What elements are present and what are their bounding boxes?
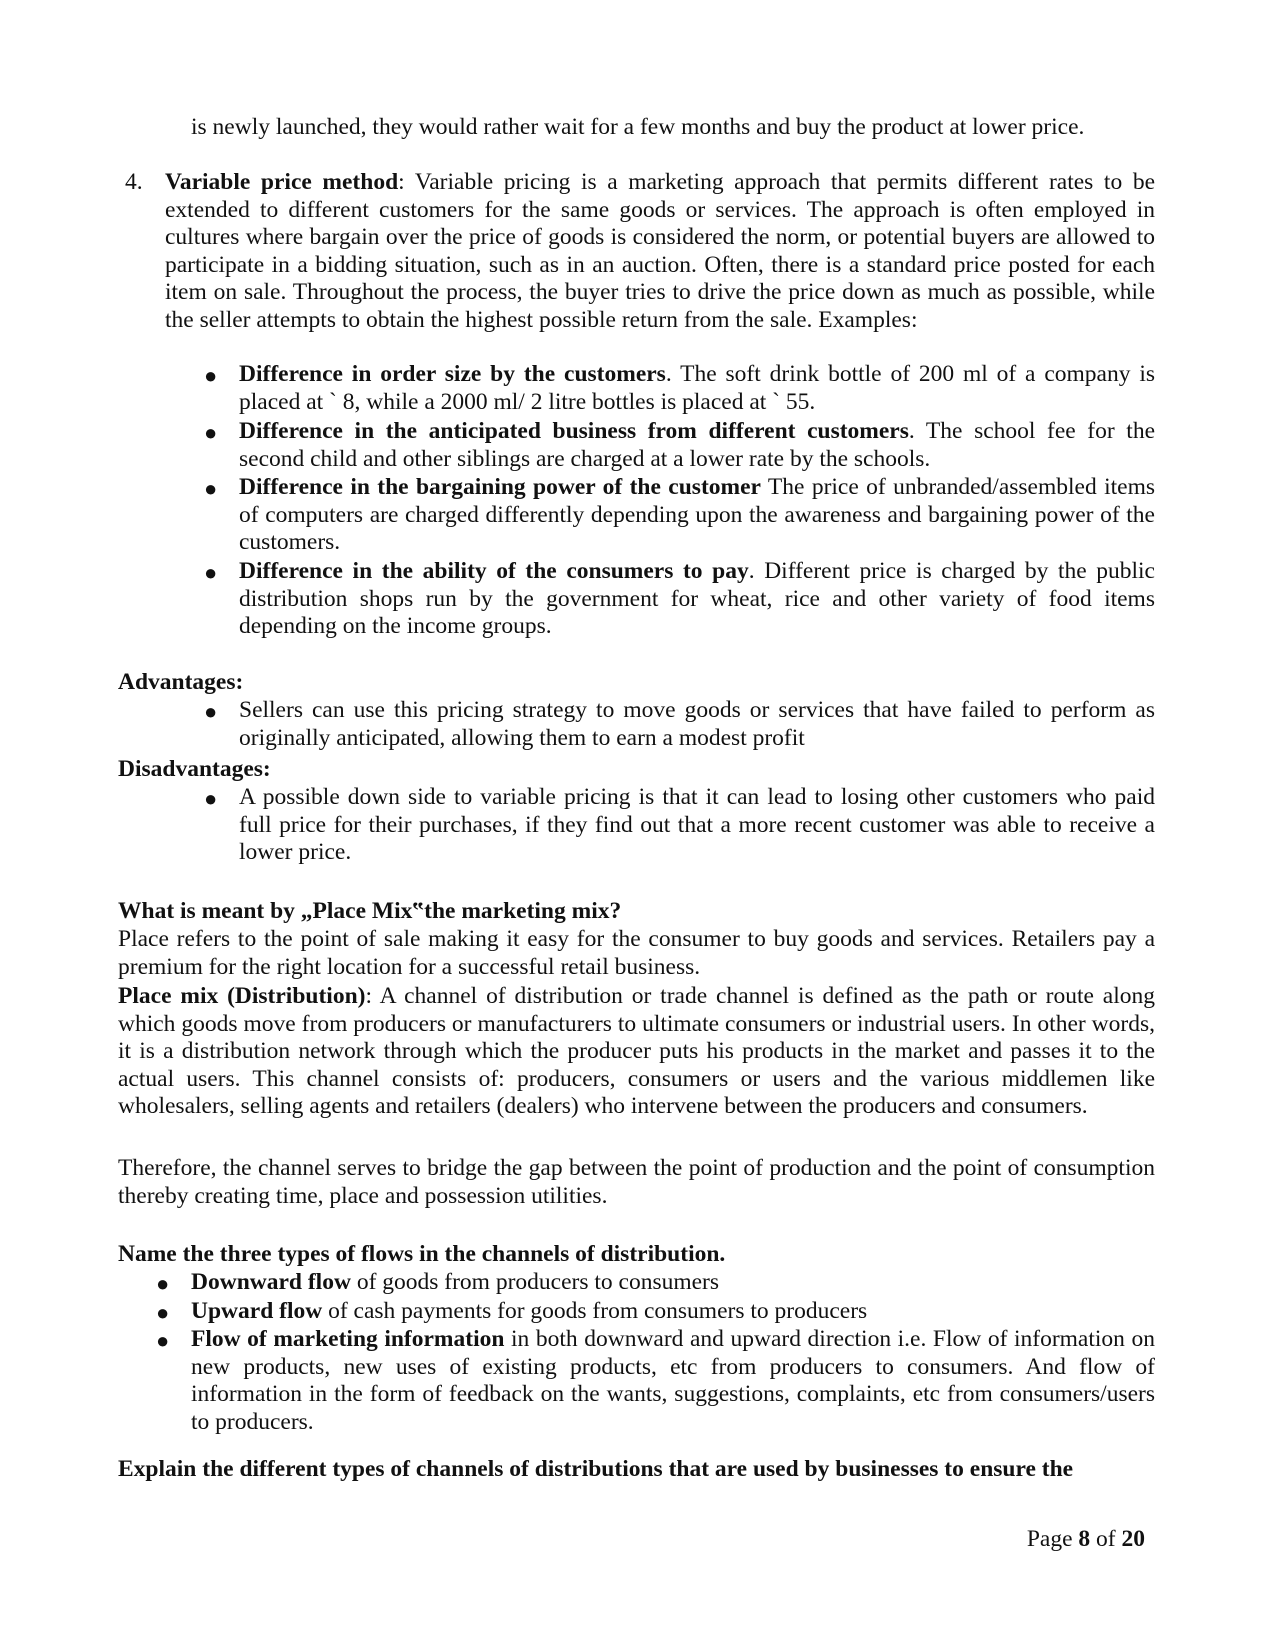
example-item: [239, 418, 1155, 473]
bullet-icon: ●: [204, 363, 218, 388]
place-mix-para2: [118, 983, 1155, 1121]
place-mix-para3: Therefore, the channel serves to bridge the gap between the point of production and the point of consumption thereby creating time, place and possession utilities.: [118, 1155, 1155, 1209]
example-text: . The soft drink bottle of 200 ml of a company is placed at ` 8, while a 2000 ml/ 2 litre bottles is placed at ` 55.: [239, 361, 1156, 415]
disadvantage-item: A possible down side to variable pricing is that it can lead to losing other customers who paid full price for their purchases, if they find out that a more recent customer was able to receive a lower price.: [239, 784, 1155, 866]
flows-heading: Name the three types of flows in the channels of distribution.: [118, 1241, 726, 1267]
bullet-icon: ●: [156, 1300, 170, 1325]
place-mix-bold: Place mix (Distribution): [118, 983, 366, 1009]
bullet-icon: ●: [204, 786, 218, 811]
bullet-icon: ●: [204, 699, 218, 724]
example-bold: Difference in the anticipated business from different customers: [239, 418, 909, 444]
flow-item: [191, 1298, 1155, 1326]
flow-text: of cash payments for goods from consumers to producers: [322, 1298, 868, 1324]
advantages-heading: Advantages:: [118, 669, 244, 695]
flow-item: [191, 1269, 1155, 1297]
bullet-icon: ●: [204, 420, 218, 445]
disadvantages-heading: Disadvantages:: [118, 756, 271, 782]
bullet-icon: ●: [204, 560, 218, 585]
place-mix-text: : A channel of distribution or trade channel is defined as the path or route along which goods move from producers or manufacturers to ultimate consumers or industrial users. In other words, it is a distribution network through which the producer puts his products in the market and passes it to the actual users. This channel consists of: producers, consumers or users and the various middlemen like wholesalers, selling agents and retailers (dealers) who intervene between the producers and consumers.: [118, 983, 1155, 1120]
example-text: The price of unbranded/assembled items of computers are charged differently depending upon the awareness and bargaining power of the customers.: [239, 474, 1156, 556]
example-text: . The school fee for the second child and other siblings are charged at a lower rate by the schools.: [239, 418, 1155, 472]
example-item: [239, 474, 1155, 557]
example-item: [239, 361, 1155, 416]
example-bold: Difference in the ability of the consumers to pay: [239, 558, 749, 584]
page-number: Page 8 of 20: [1026, 1526, 1145, 1552]
place-mix-para1: Place refers to the point of sale making it easy for the consumer to buy goods and services. Retailers pay a premium for the right location for a successful retail business.: [118, 926, 1155, 980]
flow-text: in both downward and upward direction i.e. Flow of information on new products, new uses of existing products, etc from producers to consumers. And flow of information in the form of feedback on the wants, suggestions, complaints, etc from consumers/users to producers.: [191, 1326, 1155, 1435]
flow-bold: Downward flow: [191, 1269, 351, 1295]
flow-text: of goods from producers to consumers: [350, 1269, 720, 1295]
example-bold: Difference in the bargaining power of the customer: [239, 474, 761, 500]
channels-heading: Explain the different types of channels of distributions that are used by businesses to ensure the: [118, 1456, 1074, 1482]
flow-item: [191, 1326, 1155, 1436]
bullet-icon: ●: [156, 1328, 170, 1353]
flow-bold: Flow of marketing information: [191, 1326, 505, 1352]
flow-bold: Upward flow: [191, 1298, 323, 1324]
item4-text: : Variable pricing is a marketing approach that permits different rates to be extended to different customers for the same goods or services. The approach is often employed in cultures where bargain over the price of goods is considered the norm, or potential buyers are allowed to participate in a bidding situation, such as in an auction. Often, there is a standard price posted for each item on sale. Throughout the process, the buyer tries to drive the price down as much as possible, while the seller attempts to obtain the highest possible return from the sale. Examples:: [165, 169, 1155, 333]
item4-title: Variable price method: [165, 169, 399, 195]
example-bold: Difference in order size by the customers: [239, 361, 666, 387]
example-item: [239, 558, 1155, 641]
bullet-icon: ●: [204, 476, 218, 501]
item-number: 4.: [125, 169, 143, 195]
item4-paragraph: [165, 169, 1155, 335]
example-text: . Different price is charged by the public distribution shops run by the government for wheat, rice and other variety of food items depending on the income groups.: [239, 558, 1155, 640]
place-mix-heading: What is meant by „Place Mix‟the marketing mix?: [118, 898, 622, 924]
bullet-icon: ●: [156, 1271, 170, 1296]
advantage-item: Sellers can use this pricing strategy to move goods or services that have failed to perform as originally anticipated, allowing them to earn a modest profit: [239, 697, 1155, 751]
continuation-text: is newly launched, they would rather wait for a few months and buy the product at lower price.: [191, 114, 1085, 140]
